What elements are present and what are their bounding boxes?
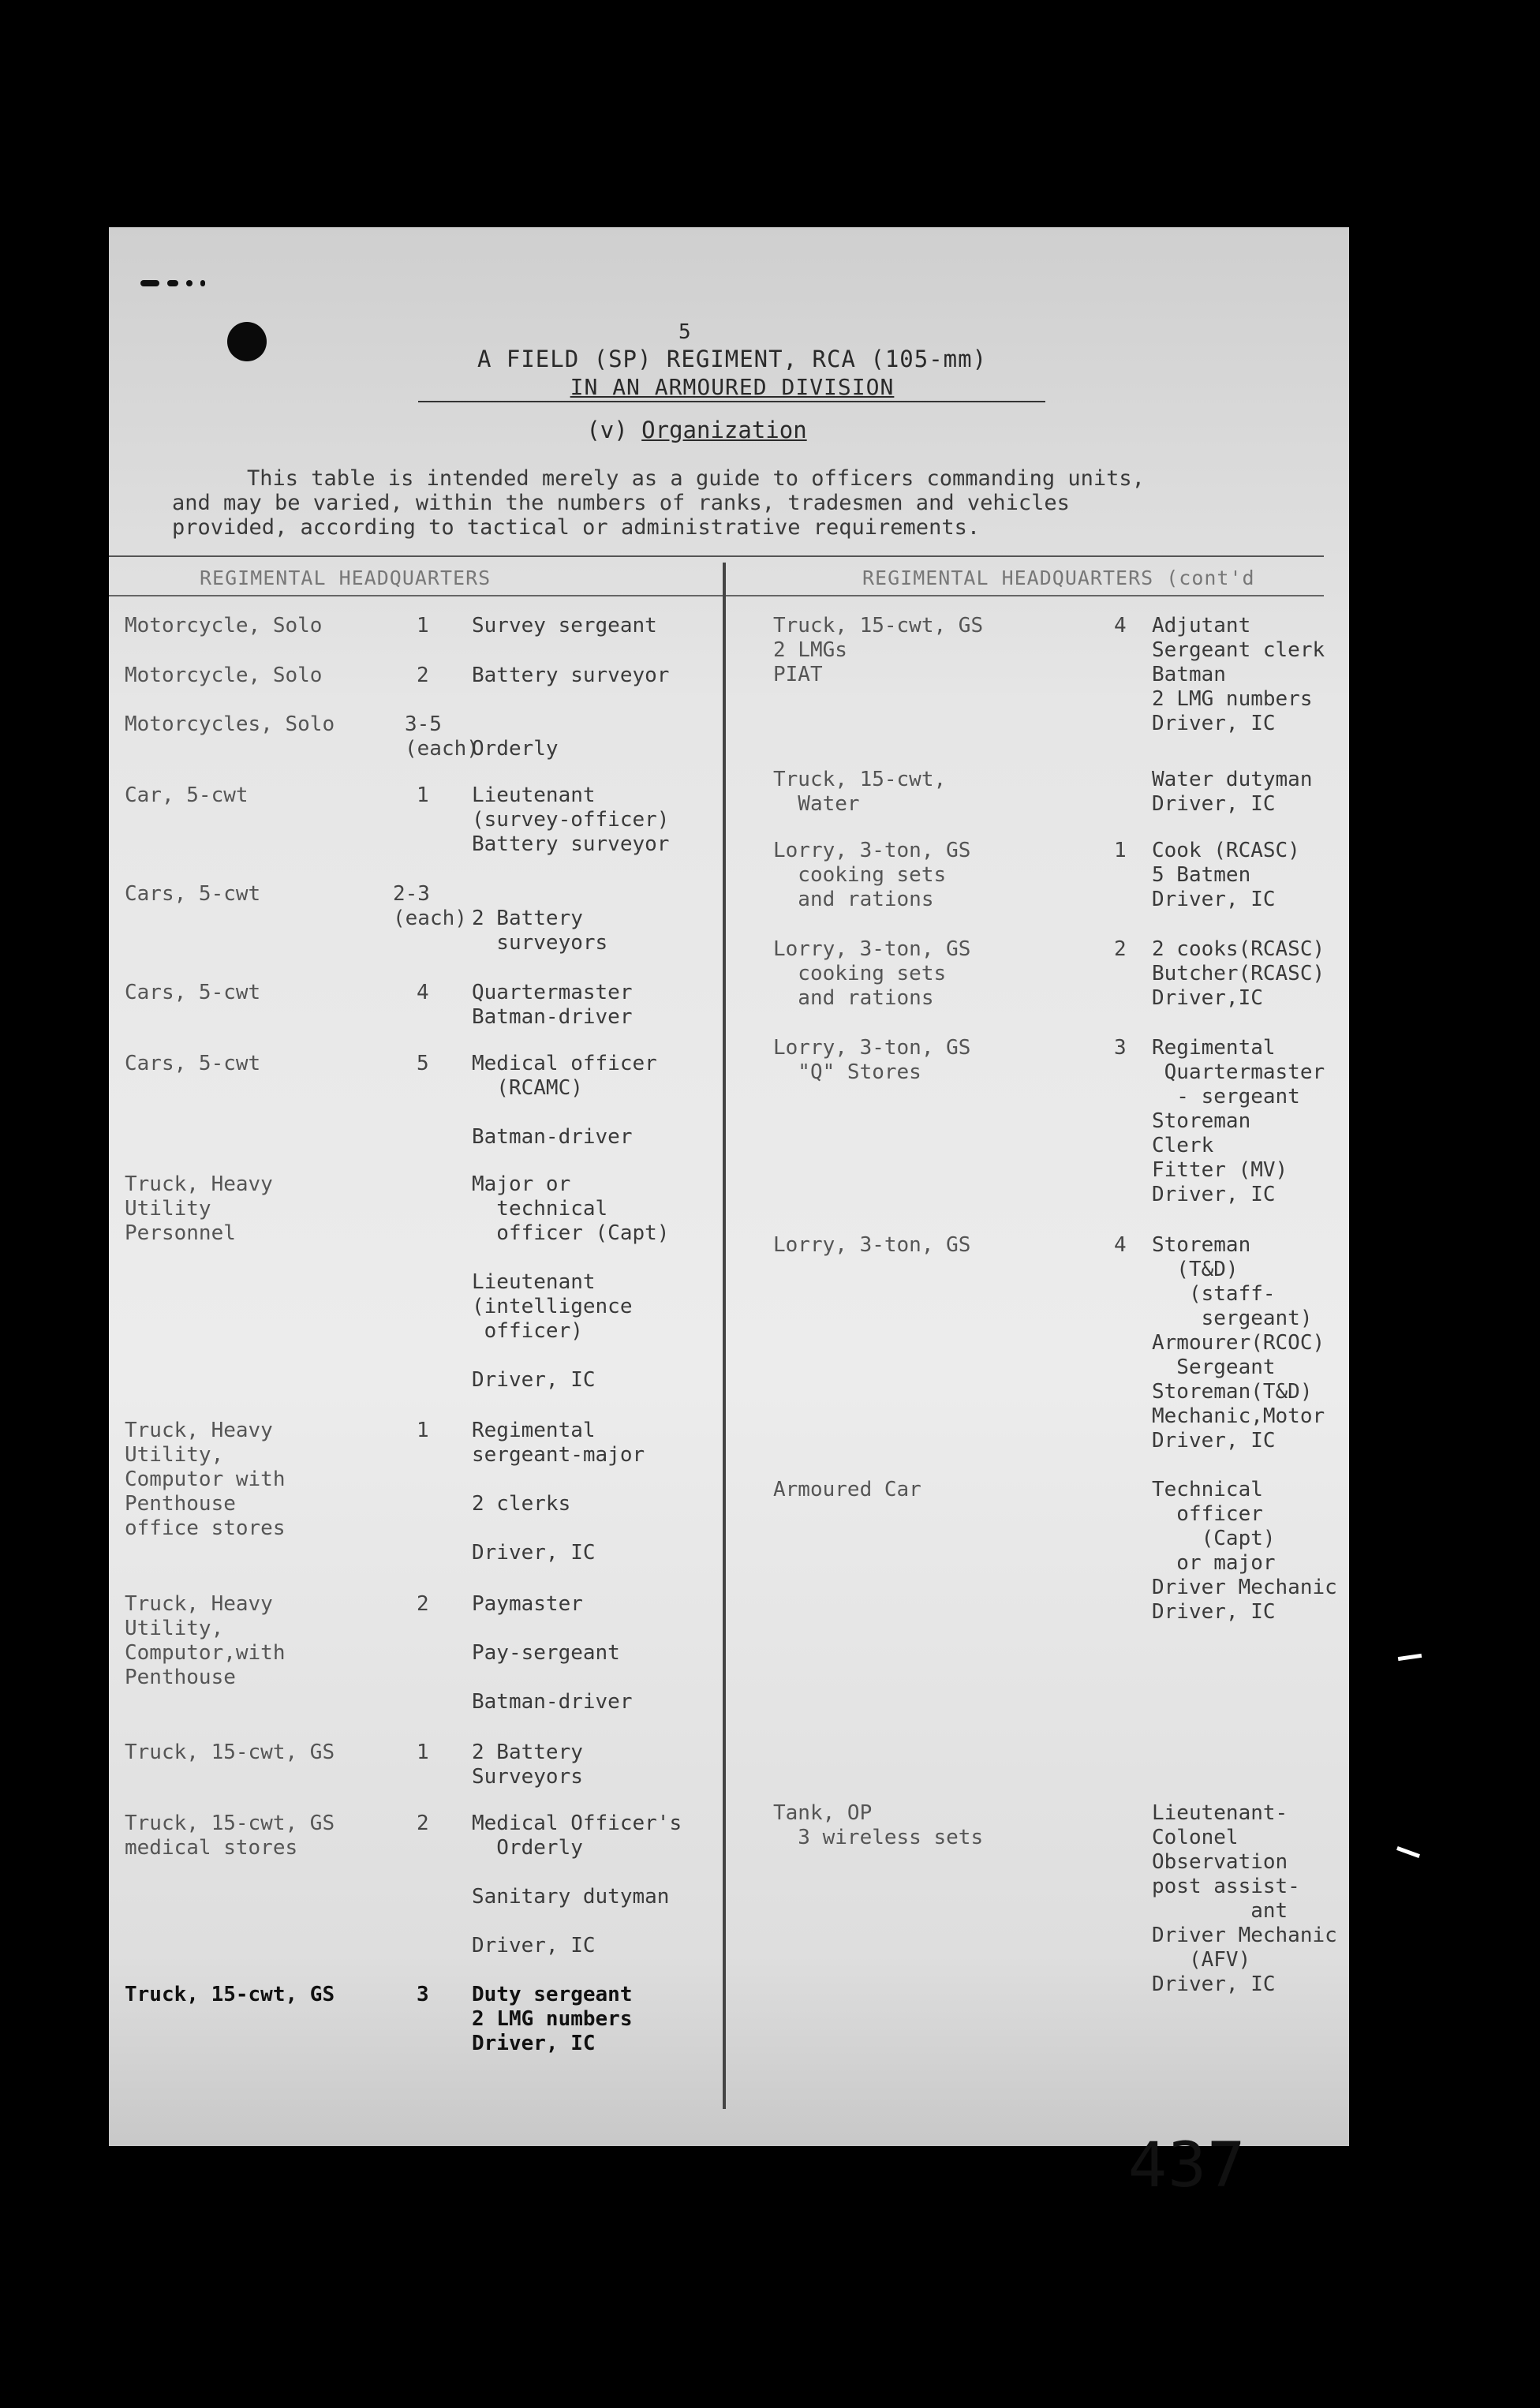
- vehicle-cell: Tank, OP 3 wireless sets: [773, 1801, 984, 1849]
- personnel-cell: Cook (RCASC) 5 Batmen Driver, IC: [1152, 839, 1300, 911]
- punch-hole: [227, 322, 267, 361]
- personnel-cell: Regimental Quartermaster - sergeant Storeman Clerk Fitter (MV) Driver, IC: [1152, 1036, 1325, 1206]
- personnel-cell: Paymaster Pay-sergeant Batman-driver: [472, 1592, 633, 1714]
- vehicle-cell: Car, 5-cwt: [125, 783, 249, 807]
- document-subtitle: IN AN ARMOURED DIVISION: [570, 374, 895, 400]
- number-cell: 1: [417, 783, 429, 807]
- personnel-cell: Survey sergeant: [472, 614, 657, 638]
- number-cell: 3-5 (each): [405, 712, 479, 761]
- personnel-cell: Water dutyman Driver, IC: [1152, 768, 1313, 816]
- vehicle-cell: Motorcycle, Solo: [125, 664, 323, 687]
- number-cell: 2: [417, 1812, 429, 1835]
- number-cell: 2: [417, 1592, 429, 1616]
- personnel-cell: Lieutenant (survey-officer) Battery surveyor: [472, 783, 670, 856]
- scan-artifact: [1396, 1846, 1420, 1858]
- vehicle-cell: Lorry, 3-ton, GS "Q" Stores: [773, 1036, 971, 1084]
- number-cell: 3: [1114, 1036, 1127, 1060]
- personnel-cell: Quartermaster Batman-driver: [472, 981, 633, 1029]
- vehicle-cell: Cars, 5-cwt: [125, 981, 261, 1004]
- personnel-cell: Adjutant Sergeant clerk Batman 2 LMG numbers Driver, IC: [1152, 614, 1325, 735]
- personnel-cell: Technical officer (Capt) or major Driver Mechanic Driver, IC: [1152, 1478, 1337, 1624]
- number-cell: 4: [417, 981, 429, 1004]
- vehicle-cell: Truck, 15-cwt, Water: [773, 768, 947, 816]
- personnel-cell: Battery surveyor: [472, 664, 670, 687]
- intro-line: and may be varied, within the numbers of ranks, tradesmen and vehicles: [172, 491, 1070, 515]
- intro-line: This table is intended merely as a guide to officers commanding units,: [247, 466, 1145, 491]
- vehicle-cell: Lorry, 3-ton, GS: [773, 1233, 971, 1257]
- vehicle-cell: Motorcycles, Solo: [125, 712, 335, 736]
- column-divider: [723, 563, 726, 2109]
- vehicle-cell: Truck, 15-cwt, GS: [125, 1741, 335, 1764]
- personnel-cell: 2 cooks(RCASC) Butcher(RCASC) Driver,IC: [1152, 937, 1325, 1010]
- personnel-cell: Regimental sergeant-major 2 clerks Driver, IC: [472, 1419, 645, 1565]
- page-number: 5: [678, 320, 691, 344]
- number-cell: 2-3 (each): [393, 882, 467, 930]
- table-top-rule: [109, 555, 1324, 557]
- document-title: A FIELD (SP) REGIMENT, RCA (105-mm): [477, 346, 988, 372]
- vehicle-cell: Truck, 15-cwt, GS medical stores: [125, 1812, 335, 1860]
- personnel-cell: Storeman (T&D) (staff- sergeant) Armourer(RCOC) Sergeant Storeman(T&D) Mechanic,Motor Driver, IC: [1152, 1233, 1325, 1453]
- number-cell: 4: [1114, 1233, 1127, 1257]
- number-cell: 1: [417, 1419, 429, 1442]
- vehicle-cell: Truck, Heavy Utility, Computor,with Penthouse: [125, 1592, 286, 1689]
- intro-paragraph: [172, 466, 1276, 540]
- vehicle-cell: Truck, 15-cwt, GS: [125, 1983, 335, 2006]
- personnel-cell: Lieutenant- Colonel Observation post assist- ant Driver Mechanic (AFV) Driver, IC: [1152, 1801, 1337, 1996]
- personnel-cell: Duty sergeant 2 LMG numbers Driver, IC: [472, 1983, 633, 2055]
- vehicle-cell: Lorry, 3-ton, GS cooking sets and rations: [773, 839, 971, 911]
- number-cell: 1: [1114, 839, 1127, 862]
- number-cell: 1: [417, 1741, 429, 1764]
- number-cell: 2: [417, 664, 429, 687]
- personnel-cell: 2 Battery Surveyors: [472, 1741, 583, 1789]
- vehicle-cell: Motorcycle, Solo: [125, 614, 323, 638]
- number-cell: 5: [417, 1052, 429, 1075]
- intro-line: provided, according to tactical or administrative requirements.: [172, 515, 981, 540]
- personnel-cell: Medical officer (RCAMC) Batman-driver: [472, 1052, 657, 1149]
- personnel-cell: Major or technical officer (Capt) Lieutenant (intelligence officer) Driver, IC: [472, 1172, 670, 1392]
- number-cell: 1: [417, 614, 429, 638]
- number-cell: 4: [1114, 614, 1127, 638]
- vehicle-cell: Cars, 5-cwt: [125, 1052, 261, 1075]
- number-cell: 3: [417, 1983, 429, 2006]
- section-title: Organization: [641, 417, 807, 443]
- right-column-header: REGIMENTAL HEADQUARTERS (cont'd: [862, 566, 1255, 589]
- vehicle-cell: Lorry, 3-ton, GS cooking sets and rations: [773, 937, 971, 1010]
- vehicle-cell: Armoured Car: [773, 1478, 921, 1501]
- vehicle-cell: Cars, 5-cwt: [125, 882, 261, 906]
- vehicle-cell: Truck, Heavy Utility Personnel: [125, 1172, 273, 1245]
- title-underline: [418, 401, 1045, 402]
- number-cell: 2: [1114, 937, 1127, 961]
- personnel-cell: Orderly: [472, 737, 559, 761]
- handwritten-folio-number: 437: [1128, 2130, 1246, 2201]
- vehicle-cell: Truck, 15-cwt, GS 2 LMGs PIAT: [773, 614, 984, 686]
- table-header-rule: [109, 595, 1324, 596]
- vehicle-cell: Truck, Heavy Utility, Computor with Penthouse office stores: [125, 1419, 286, 1540]
- personnel-cell: Medical Officer's Orderly Sanitary dutyman Driver, IC: [472, 1812, 682, 1957]
- personnel-cell: 2 Battery surveyors: [472, 907, 608, 955]
- corner-marks: [140, 275, 314, 286]
- scan-artifact: [1398, 1654, 1422, 1661]
- section-label: (v): [586, 417, 628, 443]
- section-heading: [511, 417, 882, 443]
- left-column-header: REGIMENTAL HEADQUARTERS: [200, 566, 492, 589]
- document-page: [109, 227, 1349, 2146]
